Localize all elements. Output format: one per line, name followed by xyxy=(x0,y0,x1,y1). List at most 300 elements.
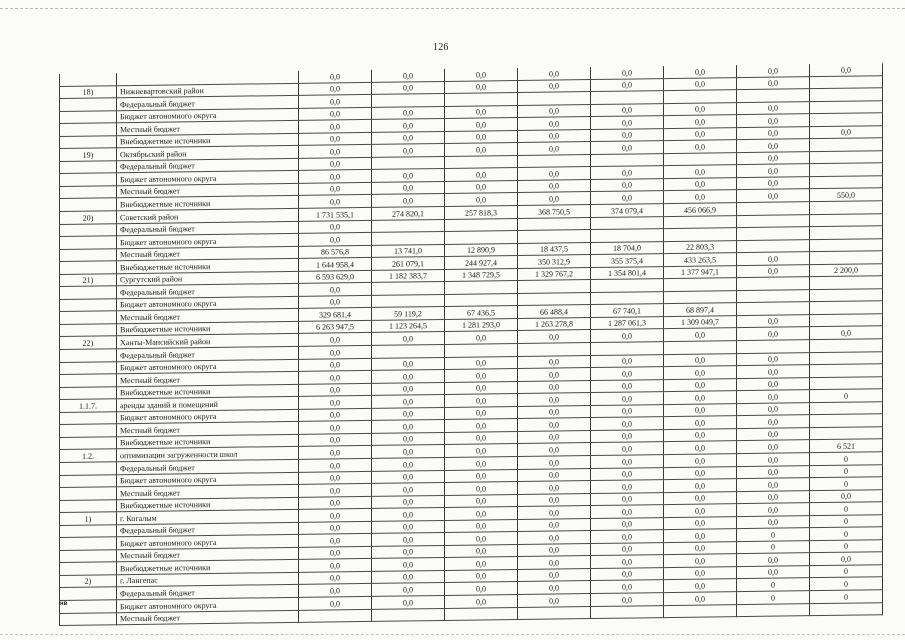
row-value-cell xyxy=(445,281,518,295)
row-value-cell: 86 576,8 xyxy=(299,245,372,259)
row-value-cell: 0,0 xyxy=(372,382,445,396)
row-name-cell: Федеральный бюджет xyxy=(117,346,299,361)
row-number-cell xyxy=(60,261,117,274)
row-value-cell: 0,0 xyxy=(372,332,445,346)
row-value-cell: 0,0 xyxy=(518,418,591,432)
row-value-cell: 0,0 xyxy=(737,164,810,178)
row-value-cell: 0,0 xyxy=(664,416,737,430)
row-value-cell: 261 079,1 xyxy=(372,257,445,271)
row-value-cell xyxy=(810,201,883,215)
scan-bottom-edge xyxy=(0,634,905,636)
row-value-cell xyxy=(810,226,883,240)
row-number-cell xyxy=(60,223,117,236)
row-name-cell: г. Когалым xyxy=(117,510,299,525)
row-value-cell xyxy=(591,279,664,293)
row-value-cell: 0,0 xyxy=(445,180,518,194)
row-name-cell: Советский район xyxy=(117,208,299,223)
row-value-cell: 0 xyxy=(810,527,883,541)
row-name-cell: Нижневартовский район xyxy=(117,83,299,98)
row-value-cell xyxy=(372,608,445,622)
row-value-cell: 0,0 xyxy=(445,494,518,508)
row-value-cell xyxy=(664,341,737,355)
row-name-cell: Внебюджетные источники xyxy=(117,560,299,575)
row-value-cell: 0,0 xyxy=(664,529,737,543)
row-value-cell xyxy=(591,153,664,167)
row-value-cell: 0,0 xyxy=(737,177,810,191)
row-value-cell: 550,0 xyxy=(810,188,883,202)
row-value-cell: 0,0 xyxy=(299,433,372,447)
row-value-cell: 0,0 xyxy=(445,431,518,445)
row-number-cell xyxy=(60,299,117,312)
row-value-cell: 0,0 xyxy=(591,379,664,393)
row-value-cell: 0,0 xyxy=(299,283,372,297)
row-number-cell: 22) xyxy=(60,336,117,349)
row-value-cell xyxy=(372,156,445,170)
row-value-cell: 0,0 xyxy=(737,152,810,166)
row-value-cell: 18 437,5 xyxy=(518,242,591,256)
row-value-cell: 0,0 xyxy=(737,428,810,442)
row-value-cell: 0,0 xyxy=(372,533,445,547)
row-name-cell: оптимизации загруженности школ xyxy=(117,447,299,462)
header-value-cell: 0,0 xyxy=(737,64,810,77)
row-value-cell: 0,0 xyxy=(591,354,664,368)
row-value-cell: 0,0 xyxy=(372,181,445,195)
row-value-cell: 0,0 xyxy=(518,581,591,595)
row-value-cell: 0,0 xyxy=(737,76,810,90)
row-value-cell: 0,0 xyxy=(518,594,591,608)
header-num-cell xyxy=(60,73,117,86)
row-value-cell: 0,0 xyxy=(518,468,591,482)
header-value-cell: 0,0 xyxy=(372,69,445,82)
row-name-cell: Бюджет автономного округа xyxy=(117,296,299,311)
row-value-cell: 0 xyxy=(810,452,883,466)
row-value-cell: 0 xyxy=(810,464,883,478)
row-value-cell xyxy=(810,113,883,127)
row-value-cell: 0 xyxy=(810,565,883,579)
row-value-cell xyxy=(518,154,591,168)
row-value-cell: 0,0 xyxy=(591,103,664,117)
row-value-cell: 0,0 xyxy=(518,543,591,557)
row-value-cell: 0,0 xyxy=(299,195,372,209)
row-value-cell: 0,0 xyxy=(372,583,445,597)
row-value-cell: 0,0 xyxy=(299,509,372,523)
row-value-cell: 0,0 xyxy=(518,380,591,394)
row-value-cell: 0,0 xyxy=(664,441,737,455)
row-name-cell: Бюджет автономного округа xyxy=(117,233,299,248)
row-value-cell: 0,0 xyxy=(445,168,518,182)
row-value-cell: 374 079,4 xyxy=(591,204,664,218)
row-value-cell: 0,0 xyxy=(518,79,591,93)
row-value-cell: 0,0 xyxy=(445,507,518,521)
row-value-cell xyxy=(591,216,664,230)
row-value-cell xyxy=(810,151,883,165)
row-value-cell: 0,0 xyxy=(737,189,810,203)
row-value-cell xyxy=(810,301,883,315)
row-value-cell: 0,0 xyxy=(591,505,664,519)
row-value-cell: 0,0 xyxy=(737,478,810,492)
row-value-cell: 0,0 xyxy=(445,356,518,370)
row-value-cell xyxy=(664,90,737,104)
row-value-cell: 0,0 xyxy=(591,404,664,418)
row-value-cell: 0,0 xyxy=(299,120,372,134)
row-value-cell: 0,0 xyxy=(445,331,518,345)
row-name-cell: аренды зданий и помещений xyxy=(117,397,299,412)
row-value-cell: 0,0 xyxy=(299,107,372,121)
row-value-cell xyxy=(810,314,883,328)
row-number-cell xyxy=(60,374,117,387)
row-value-cell: 0,0 xyxy=(299,383,372,397)
row-value-cell: 6 263 947,5 xyxy=(299,320,372,334)
row-value-cell: 0,0 xyxy=(299,345,372,359)
row-value-cell: 0,0 xyxy=(445,557,518,571)
row-value-cell: 0,0 xyxy=(299,333,372,347)
row-value-cell: 257 818,3 xyxy=(445,206,518,220)
row-value-cell: 1 348 729,5 xyxy=(445,268,518,282)
row-value-cell: 0,0 xyxy=(445,532,518,546)
row-value-cell xyxy=(518,92,591,106)
row-value-cell: 1 329 767,2 xyxy=(518,267,591,281)
row-number-cell xyxy=(60,186,117,199)
row-value-cell: 0,0 xyxy=(664,554,737,568)
row-value-cell: 0,0 xyxy=(591,392,664,406)
row-value-cell: 0,0 xyxy=(591,191,664,205)
row-name-cell: Бюджет автономного округа xyxy=(117,409,299,424)
row-name-cell: Сургутский район xyxy=(117,271,299,286)
row-value-cell: 0,0 xyxy=(664,178,737,192)
row-value-cell xyxy=(664,290,737,304)
row-value-cell: 0,0 xyxy=(372,407,445,421)
row-name-cell: Бюджет автономного округа xyxy=(117,171,299,186)
row-value-cell: 0,0 xyxy=(591,417,664,431)
row-number-cell xyxy=(60,386,117,399)
row-name-cell: Федеральный бюджет xyxy=(117,95,299,110)
row-name-cell: Внебюджетные источники xyxy=(117,321,299,336)
row-value-cell: 0,0 xyxy=(737,101,810,115)
row-value-cell: 1 644 958,4 xyxy=(299,258,372,272)
row-value-cell: 0,0 xyxy=(445,594,518,608)
row-number-cell xyxy=(60,236,117,249)
row-value-cell: 0,0 xyxy=(372,520,445,534)
row-number-cell: 18) xyxy=(60,85,117,98)
row-value-cell: 0,0 xyxy=(664,353,737,367)
row-value-cell xyxy=(810,213,883,227)
row-value-cell: 0,0 xyxy=(664,479,737,493)
row-value-cell: 0,0 xyxy=(299,559,372,573)
row-value-cell: 1 377 947,1 xyxy=(664,265,737,279)
row-value-cell xyxy=(737,89,810,103)
row-value-cell: 0,0 xyxy=(372,194,445,208)
row-value-cell xyxy=(445,155,518,169)
row-value-cell xyxy=(591,342,664,356)
row-value-cell: 0,0 xyxy=(518,405,591,419)
row-value-cell: 0,0 xyxy=(299,596,372,610)
row-number-cell xyxy=(60,487,117,500)
row-name-cell: Бюджет автономного округа xyxy=(117,108,299,123)
row-value-cell: 0,0 xyxy=(445,519,518,533)
row-value-cell xyxy=(737,302,810,316)
row-value-cell: 68 897,4 xyxy=(664,303,737,317)
row-name-cell: Местный бюджет xyxy=(117,183,299,198)
row-value-cell: 0,0 xyxy=(737,252,810,266)
footer-mark: нв xyxy=(60,601,68,607)
row-name-cell: Бюджет автономного округа xyxy=(117,535,299,550)
row-value-cell xyxy=(737,603,810,617)
row-value-cell: 0,0 xyxy=(518,455,591,469)
row-name-cell: Внебюджетные источники xyxy=(117,196,299,211)
row-value-cell: 0,0 xyxy=(445,482,518,496)
row-value-cell: 0,0 xyxy=(591,480,664,494)
row-name-cell: Октябрьский район xyxy=(117,146,299,161)
row-value-cell: 0,0 xyxy=(737,515,810,529)
row-value-cell: 0,0 xyxy=(591,442,664,456)
row-value-cell xyxy=(737,290,810,304)
row-value-cell: 0,0 xyxy=(518,568,591,582)
row-value-cell: 0,0 xyxy=(518,355,591,369)
row-value-cell xyxy=(518,230,591,244)
row-value-cell xyxy=(445,218,518,232)
row-value-cell xyxy=(518,217,591,231)
row-value-cell xyxy=(810,376,883,390)
row-value-cell: 0,0 xyxy=(518,368,591,382)
row-number-cell xyxy=(60,587,117,600)
row-value-cell: 13 741,0 xyxy=(372,244,445,258)
row-number-cell xyxy=(60,110,117,123)
row-value-cell: 0,0 xyxy=(299,182,372,196)
row-value-cell: 433 263,5 xyxy=(664,253,737,267)
row-value-cell: 0,0 xyxy=(445,105,518,119)
row-value-cell: 0,0 xyxy=(445,419,518,433)
row-value-cell: 0,0 xyxy=(372,81,445,95)
row-value-cell: 0,0 xyxy=(664,190,737,204)
row-value-cell xyxy=(810,364,883,378)
row-value-cell: 1 354 801,4 xyxy=(591,266,664,280)
row-value-cell: 0,0 xyxy=(299,446,372,460)
row-value-cell: 0,0 xyxy=(445,381,518,395)
row-value-cell: 0,0 xyxy=(372,131,445,145)
row-name-cell: Местный бюджет xyxy=(117,422,299,437)
row-value-cell xyxy=(737,214,810,228)
row-value-cell: 0,0 xyxy=(299,157,372,171)
row-value-cell xyxy=(737,340,810,354)
row-value-cell: 368 750,5 xyxy=(518,205,591,219)
row-value-cell xyxy=(810,289,883,303)
row-value-cell: 0,0 xyxy=(518,142,591,156)
row-name-cell: Федеральный бюджет xyxy=(117,284,299,299)
row-value-cell: 0,0 xyxy=(518,481,591,495)
row-number-cell xyxy=(60,198,117,211)
row-value-cell: 244 927,4 xyxy=(445,256,518,270)
row-value-cell xyxy=(810,75,883,89)
row-value-cell: 0,0 xyxy=(372,144,445,158)
row-name-cell: Ханты-Мансийский район xyxy=(117,334,299,349)
row-name-cell: Внебюджетные источники xyxy=(117,133,299,148)
row-value-cell: 0,0 xyxy=(664,454,737,468)
row-value-cell: 0,0 xyxy=(664,403,737,417)
row-value-cell: 0,0 xyxy=(299,521,372,535)
row-value-cell: 0,0 xyxy=(518,506,591,520)
row-value-cell: 0,0 xyxy=(737,566,810,580)
row-value-cell: 0,0 xyxy=(518,393,591,407)
row-value-cell: 0,0 xyxy=(664,378,737,392)
row-value-cell: 0,0 xyxy=(445,118,518,132)
row-value-cell: 0,0 xyxy=(299,371,372,385)
row-value-cell: 1 182 383,7 xyxy=(372,269,445,283)
row-value-cell: 0,0 xyxy=(664,567,737,581)
row-number-cell xyxy=(60,550,117,563)
row-value-cell: 1 263 278,8 xyxy=(518,317,591,331)
row-value-cell: 0,0 xyxy=(372,570,445,584)
row-value-cell xyxy=(664,278,737,292)
row-value-cell: 0,0 xyxy=(737,465,810,479)
row-number-cell: 1.2. xyxy=(60,449,117,462)
row-value-cell: 0,0 xyxy=(299,233,372,247)
row-value-cell xyxy=(810,100,883,114)
row-number-cell: 21) xyxy=(60,273,117,286)
row-value-cell: 0,0 xyxy=(664,541,737,555)
row-value-cell: 0,0 xyxy=(518,167,591,181)
row-value-cell: 0,0 xyxy=(299,145,372,159)
row-number-cell xyxy=(60,311,117,324)
header-value-cell: 0,0 xyxy=(810,63,883,76)
row-value-cell: 67 436,5 xyxy=(445,306,518,320)
row-value-cell: 1 123 264,5 xyxy=(372,319,445,333)
row-value-cell: 0,0 xyxy=(299,358,372,372)
row-value-cell: 0,0 xyxy=(591,367,664,381)
row-value-cell: 329 681,4 xyxy=(299,308,372,322)
scan-top-edge xyxy=(0,8,905,10)
row-value-cell xyxy=(810,602,883,616)
header-value-cell: 0,0 xyxy=(591,66,664,79)
row-value-cell: 0,0 xyxy=(518,556,591,570)
row-value-cell: 0,0 xyxy=(372,370,445,384)
budget-table xyxy=(59,63,883,626)
row-value-cell xyxy=(445,607,518,621)
row-value-cell: 0,0 xyxy=(737,453,810,467)
row-value-cell: 0,0 xyxy=(445,143,518,157)
page-number: 126 xyxy=(433,42,449,53)
row-name-cell: г. Лангепас xyxy=(117,572,299,587)
row-value-cell: 0,0 xyxy=(372,395,445,409)
row-value-cell: 0,0 xyxy=(372,495,445,509)
row-number-cell xyxy=(60,412,117,425)
row-value-cell xyxy=(737,227,810,241)
row-value-cell: 18 704,0 xyxy=(591,241,664,255)
row-value-cell: 0,0 xyxy=(372,595,445,609)
row-value-cell: 0 xyxy=(737,540,810,554)
row-value-cell: 0,0 xyxy=(445,582,518,596)
budget-table-wrapper xyxy=(59,63,883,626)
row-value-cell: 67 740,1 xyxy=(591,304,664,318)
row-name-cell: Местный бюджет xyxy=(117,121,299,136)
row-value-cell: 0,0 xyxy=(591,517,664,531)
row-value-cell xyxy=(810,163,883,177)
row-number-cell xyxy=(60,499,117,512)
row-value-cell: 0,0 xyxy=(518,330,591,344)
row-number-cell xyxy=(60,123,117,136)
row-value-cell: 0,0 xyxy=(299,421,372,435)
row-value-cell: 0,0 xyxy=(664,579,737,593)
row-value-cell: 0,0 xyxy=(591,593,664,607)
row-value-cell: 0 xyxy=(737,528,810,542)
row-value-cell: 355 375,4 xyxy=(591,254,664,268)
row-value-cell: 0,0 xyxy=(737,365,810,379)
row-value-cell xyxy=(518,606,591,620)
row-value-cell: 0,0 xyxy=(664,592,737,606)
row-value-cell: 0,0 xyxy=(591,567,664,581)
row-name-cell: Внебюджетные источники xyxy=(117,497,299,512)
row-number-cell xyxy=(60,437,117,450)
row-value-cell: 0,0 xyxy=(372,357,445,371)
row-value-cell: 0,0 xyxy=(664,491,737,505)
row-name-cell: Бюджет автономного округа xyxy=(117,472,299,487)
row-value-cell xyxy=(445,293,518,307)
row-value-cell: 0,0 xyxy=(591,555,664,569)
row-value-cell: 0,0 xyxy=(810,125,883,139)
row-value-cell: 0,0 xyxy=(372,420,445,434)
row-value-cell: 0,0 xyxy=(591,179,664,193)
row-value-cell: 0,0 xyxy=(445,193,518,207)
row-value-cell xyxy=(591,291,664,305)
row-value-cell: 0,0 xyxy=(372,119,445,133)
row-value-cell: 0,0 xyxy=(664,165,737,179)
row-value-cell: 0,0 xyxy=(445,369,518,383)
row-value-cell: 0,0 xyxy=(591,492,664,506)
row-number-cell xyxy=(60,600,117,613)
row-value-cell xyxy=(372,232,445,246)
row-value-cell: 0,0 xyxy=(664,366,737,380)
row-value-cell: 0,0 xyxy=(737,503,810,517)
row-value-cell: 0,0 xyxy=(299,546,372,560)
row-number-cell xyxy=(60,324,117,337)
row-name-cell: Внебюджетные источники xyxy=(117,259,299,274)
row-value-cell xyxy=(518,343,591,357)
row-value-cell xyxy=(664,152,737,166)
row-number-cell: 1.1.7. xyxy=(60,399,117,412)
row-value-cell: 0,0 xyxy=(299,82,372,96)
row-value-cell xyxy=(737,202,810,216)
row-value-cell: 0,0 xyxy=(299,170,372,184)
row-value-cell: 0,0 xyxy=(737,402,810,416)
row-name-cell: Федеральный бюджет xyxy=(117,158,299,173)
row-name-cell: Местный бюджет xyxy=(117,246,299,261)
row-value-cell xyxy=(810,401,883,415)
row-value-cell xyxy=(518,280,591,294)
row-value-cell: 0,0 xyxy=(591,141,664,155)
row-value-cell: 1 309 049,7 xyxy=(664,316,737,330)
row-number-cell: 1) xyxy=(60,512,117,525)
row-value-cell: 0,0 xyxy=(518,518,591,532)
row-number-cell xyxy=(60,248,117,261)
row-value-cell: 0,0 xyxy=(445,456,518,470)
row-value-cell: 66 488,4 xyxy=(518,305,591,319)
row-value-cell: 0,0 xyxy=(445,469,518,483)
row-number-cell xyxy=(60,98,117,111)
row-value-cell: 0,0 xyxy=(518,430,591,444)
row-value-cell: 0,0 xyxy=(810,489,883,503)
row-value-cell: 0,0 xyxy=(299,220,372,234)
row-value-cell: 0,0 xyxy=(299,295,372,309)
row-name-cell: Федеральный бюджет xyxy=(117,221,299,236)
row-value-cell: 0 xyxy=(810,590,883,604)
row-value-cell xyxy=(372,344,445,358)
row-value-cell: 0,0 xyxy=(664,504,737,518)
row-value-cell: 0,0 xyxy=(591,116,664,130)
row-value-cell: 0,0 xyxy=(737,139,810,153)
row-number-cell xyxy=(60,537,117,550)
row-value-cell: 0,0 xyxy=(372,169,445,183)
row-value-cell: 0,0 xyxy=(664,102,737,116)
row-value-cell: 22 803,3 xyxy=(664,240,737,254)
